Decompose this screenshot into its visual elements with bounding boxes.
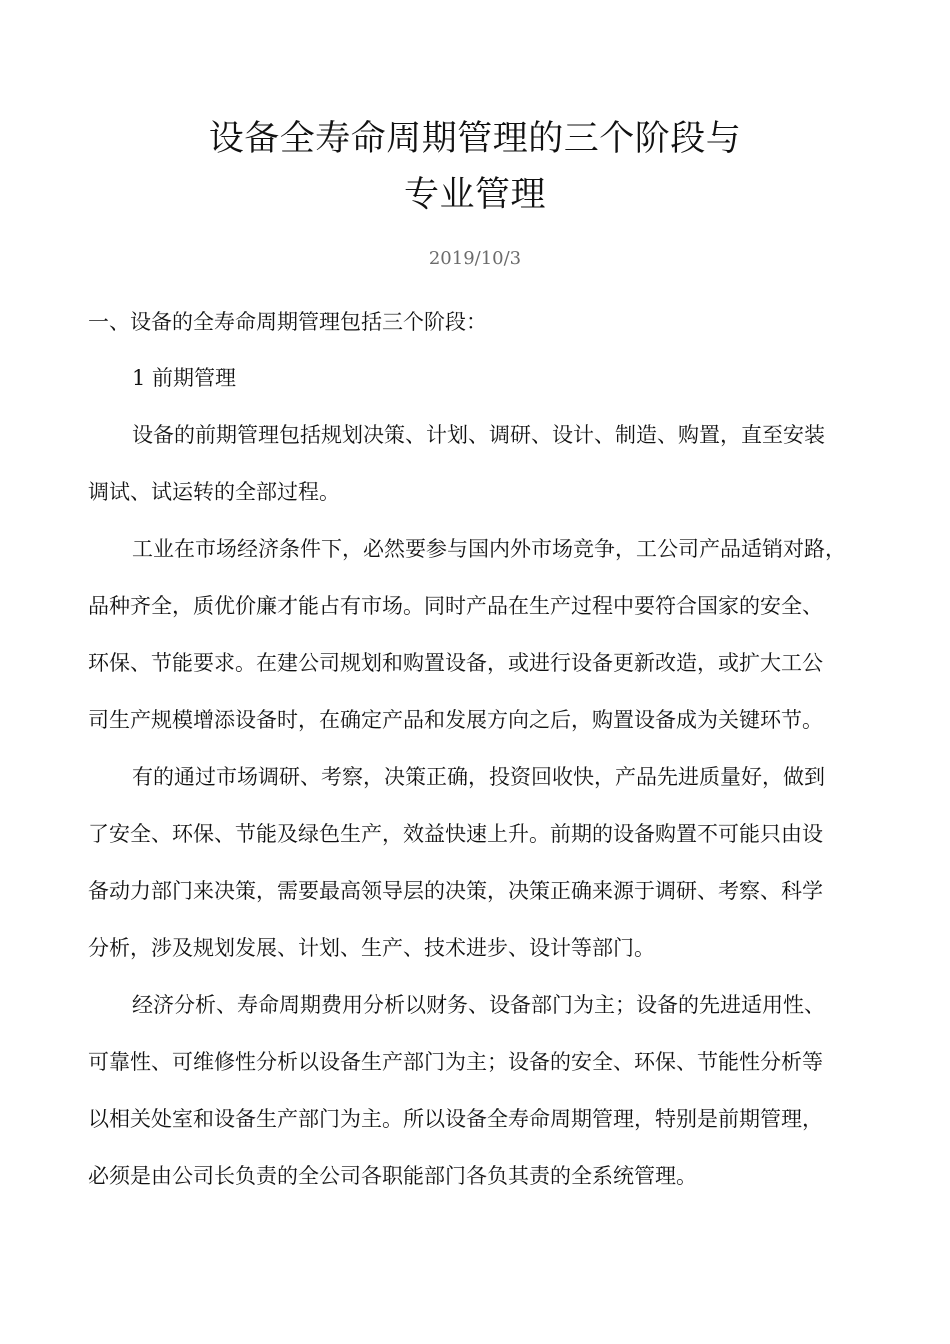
text-line: 司生产规模增添设备时，在确定产品和发展方向之后，购置设备成为关键环节。 xyxy=(88,708,823,732)
text-line: 设备的前期管理包括规划决策、计划、调研、设计、制造、购置，直至安装 xyxy=(132,423,825,447)
document-date: 2019/10/3 xyxy=(428,248,522,269)
text-line: 工业在市场经济条件下，必然要参与国内外市场竞争，工公司产品适销对路， xyxy=(132,537,846,561)
text-line: 经济分析、寿命周期费用分析以财务、设备部门为主；设备的先进适用性、 xyxy=(132,993,825,1017)
text-line: 必须是由公司长负责的全公司各职能部门各负其责的全系统管理。 xyxy=(88,1164,697,1188)
text-line: 调试、试运转的全部过程。 xyxy=(88,480,340,504)
text-line: 可靠性、可维修性分析以设备生产部门为主；设备的安全、环保、节能性分析等 xyxy=(88,1050,823,1074)
text-line: 备动力部门来决策，需要最高领导层的决策，决策正确来源于调研、考察、科学 xyxy=(88,879,823,903)
text-line: 分析，涉及规划发展、计划、生产、技术进步、设计等部门。 xyxy=(88,936,655,960)
text-line: 品种齐全，质优价廉才能占有市场。同时产品在生产过程中要符合国家的安全、 xyxy=(88,594,823,618)
document-title-line-2: 专业管理 xyxy=(403,175,546,215)
document-title-line-1: 设备全寿命周期管理的三个阶段与 xyxy=(208,119,742,159)
text-line: 以相关处室和设备生产部门为主。所以设备全寿命周期管理，特别是前期管理， xyxy=(88,1107,823,1131)
section-heading: 一、设备的全寿命周期管理包括三个阶段： xyxy=(88,310,487,334)
subsection-heading: 1 前期管理 xyxy=(132,366,237,390)
text-line: 了安全、环保、节能及绿色生产，效益快速上升。前期的设备购置不可能只由设 xyxy=(88,822,823,846)
text-line: 环保、节能要求。在建公司规划和购置设备，或进行设备更新改造，或扩大工公 xyxy=(88,651,823,675)
text-line: 有的通过市场调研、考察，决策正确，投资回收快，产品先进质量好，做到 xyxy=(132,765,825,789)
